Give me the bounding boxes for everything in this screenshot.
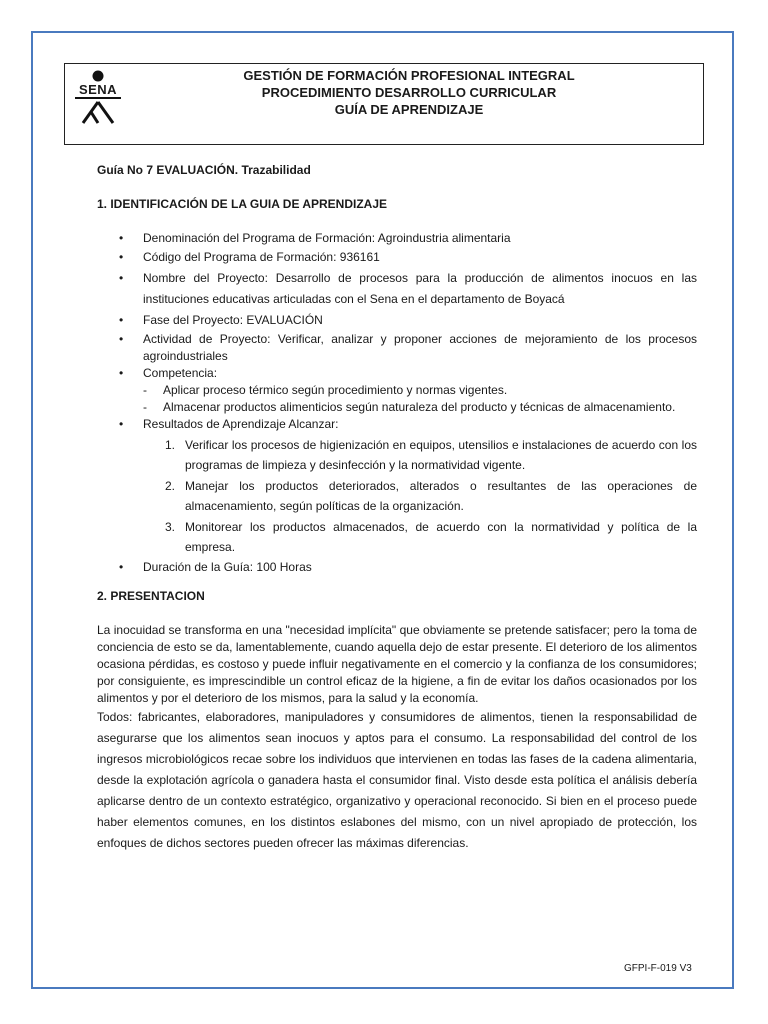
section-2-title: 2. PRESENTACION	[97, 589, 205, 603]
resultados-list	[141, 435, 697, 557]
list-item	[141, 435, 697, 475]
header-titles	[125, 67, 693, 118]
list-item: • Denominación del Programa de Formación: Agroindustria alimentaria	[97, 230, 697, 247]
competencia-label: Competencia:	[143, 366, 218, 380]
presentation-paragraph-2: Todos: fabricantes, elaboradores, manipuladores y consumidores de alimentos, tienen la responsabilidad de asegurarse que los alimentos sean inocuos y aptos para el consumo. La responsabilidad del control de los ingresos microbiológicos recae sobre los individuos que intervienen en todas las fases de la cadena alimentaria, desde la explotación agrícola o ganadera hasta el consumidor final. Visto desde esta política el análisis debería aplicarse dentro de un contexto estratégico, organizativo y operacional reconocido. Si bien en el proceso puede haber elementos comunes, en los distintos eslabones del mismo, con un nivel apropiado de protección, los enfoques de dichos sectores pueden ofrecer las máximas diferencias.	[97, 710, 697, 850]
list-item: • Nombre del Proyecto: Desarrollo de procesos para la producción de alimentos inocuos en las instituciones educativas articuladas con el Sena en el departamento de Boyacá	[97, 268, 697, 310]
competencias-list	[141, 382, 697, 416]
header-line-2: PROCEDIMIENTO DESARROLLO CURRICULAR	[261, 85, 557, 100]
list-item-competencia	[97, 365, 697, 416]
list-item: - Almacenar productos alimenticios según naturaleza del producto y técnicas de almacenamiento.	[141, 399, 697, 416]
document-header	[64, 63, 704, 145]
item-number: 1.	[165, 438, 176, 452]
item-text: Verificar los procesos de higienización en equipos, utensilios e instalaciones de acuerdo con los programas de limpieza y desinfección y la normatividad vigente.	[185, 438, 697, 472]
form-code: GFPI-F-019 V3	[624, 963, 692, 974]
document-body	[97, 162, 697, 854]
list-item: - Aplicar proceso térmico según procedimiento y normas vigentes.	[141, 382, 697, 399]
sena-logo-icon	[69, 68, 127, 128]
identification-list	[97, 230, 697, 576]
list-item: • Duración de la Guía: 100 Horas	[97, 559, 697, 576]
section-1-title: 1. IDENTIFICACIÓN DE LA GUIA DE APRENDIZAJE	[97, 197, 388, 211]
sena-logo	[69, 68, 127, 128]
resultados-label: Resultados de Aprendizaje Alcanzar:	[143, 417, 339, 431]
list-item	[141, 517, 697, 557]
item-number: 3.	[165, 520, 176, 534]
logo-text: SENA	[78, 82, 118, 97]
item-number: 2.	[165, 479, 176, 493]
item-text: Manejar los productos deteriorados, alterados o resultantes de las operaciones de almacenamiento, según políticas de la organización.	[185, 479, 697, 513]
list-item	[141, 476, 697, 516]
list-item: • Fase del Proyecto: EVALUACIÓN	[97, 312, 697, 329]
header-line-1: GESTIÓN DE FORMACIÓN PROFESIONAL INTEGRAL	[243, 68, 575, 83]
guide-title: Guía No 7 EVALUACIÓN. Trazabilidad	[97, 163, 311, 177]
presentation-paragraph-1: La inocuidad se transforma en una "necesidad implícita" que obviamente se pretende satisfacer; pero la toma de conciencia de esto se da, lamentablemente, cuando aquella dejo de estar presente. El deterioro de los alimentos ocasiona pérdidas, es costoso y puede influir negativamente en el comercio y la confianza de los consumidores; por consiguiente, es imprescindible un control eficaz de la higiene, a fin de evitar los daños ocasionados por los alimentos y por el deterioro de los mismos, para la salud y la economía.	[97, 623, 697, 705]
list-item: • Actividad de Proyecto: Verificar, analizar y proponer acciones de mejoramiento de los procesos agroindustriales	[97, 331, 697, 365]
header-line-3: GUÍA DE APRENDIZAJE	[334, 102, 484, 117]
list-item-resultados	[97, 416, 697, 557]
list-item: • Código del Programa de Formación: 936161	[97, 249, 697, 266]
item-text: Monitorear los productos almacenados, de acuerdo con la normatividad y política de la empresa.	[185, 520, 697, 554]
